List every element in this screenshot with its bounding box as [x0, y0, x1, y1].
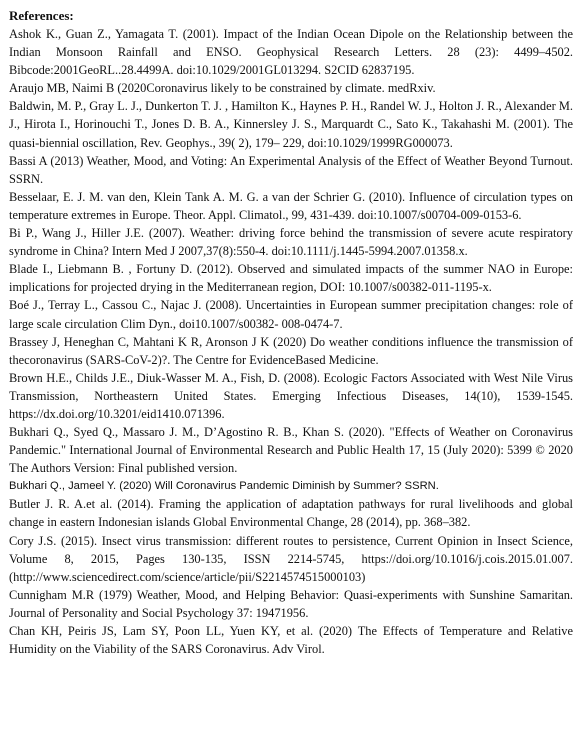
- reference-entry: Ashok K., Guan Z., Yamagata T. (2001). Impact of the Indian Ocean Dipole on the Relationship between the Indian Monsoon Rainfall and ENSO. Geophysical Research Letters. 28 (23): 4499–4502. Bibcode:2001GeoRL..28.4499A. doi:10.1029/2001GL013294. S2CID 62837195.: [9, 27, 573, 78]
- reference-entry: Boé J., Terray L., Cassou C., Najac J. (2008). Uncertainties in European summer precipitation changes: role of large scale circulation Clim Dyn., doi10.1007/s00382- 008-0474-7.: [9, 298, 573, 331]
- reference-entry: Bi P., Wang J., Hiller J.E. (2007). Weather: driving force behind the transmission of severe acute respiratory syndrome in China? Intern Med J 2007,37(8):550-4. doi:10.1111/j.1445-5994.2007.01358.x.: [9, 226, 573, 259]
- reference-entry: Cunnigham M.R (1979) Weather, Mood, and Helping Behavior: Quasi-experiments with Sunshine Samaritan. Journal of Personality and Social Psychology 37: 19471956.: [9, 587, 573, 620]
- reference-entry: Bukhari Q., Syed Q., Massaro J. M., D’Agostino R. B., Khan S. (2020). "Effects of Weather on Coronavirus Pandemic." International Journal of Environmental Research and Public Health 17, 15 (July 2020): 5399 © 2020 The Authors Version: Final published version.: [9, 425, 573, 476]
- reference-entry: Bassi A (2013) Weather, Mood, and Voting: An Experimental Analysis of the Effect of Weather Beyond Turnout. SSRN.: [9, 153, 573, 186]
- reference-entry: Besselaar, E. J. M. van den, Klein Tank A. M. G. a van der Schrier G. (2010). Influence of circulation types on temperature extremes in Europe. Theor. Appl. Climatol., 99, 431-439. doi:10.1007/s00704-009-0153-6.: [9, 189, 573, 222]
- reference-entry: Brassey J, Heneghan C, Mahtani K R, Aronson J K (2020) Do weather conditions influence the transmission of thecoronavirus (SARS-CoV-2)?. The Centre for EvidenceBased Medicine.: [9, 334, 573, 367]
- reference-entry: Araujo MB, Naimi B (2020Coronavirus likely to be constrained by climate. medRxiv.: [9, 81, 436, 96]
- reference-entry: Bukhari Q., Jameel Y. (2020) Will Coronavirus Pandemic Diminish by Summer? SSRN.: [9, 480, 439, 493]
- reference-entry: Butler J. R. A.et al. (2014). Framing the application of adaptation pathways for rural livelihoods and global change in eastern Indonesian islands Global Environmental Change, 28 (2014), pp. 368–382.: [9, 497, 573, 530]
- references-heading: References:: [9, 8, 74, 23]
- reference-list: [9, 25, 573, 658]
- reference-entry: Baldwin, M. P., Gray L. J., Dunkerton T. J. , Hamilton K., Haynes P. H., Randel W. J., Holton J. R., Alexander M. J., Hirota I., Horinouchi T., Jones D. B. A., Kinnersley J. S., Marquardt C., Sato K., Takahashi M. (2001). The quasi-biennial oscillation, Rev. Geophys., 39( 2), 179– 229, doi:10.1029/1999RG000073.: [9, 99, 573, 150]
- reference-entry: Chan KH, Peiris JS, Lam SY, Poon LL, Yuen KY, et al. (2020) The Effects of Temperature and Relative Humidity on the Viability of the SARS Coronavirus. Adv Virol.: [9, 624, 573, 657]
- reference-entry: Blade I., Liebmann B. , Fortuny D. (2012). Observed and simulated impacts of the summer NAO in Europe: implications for projected drying in the Mediterranean region, DOI: 10.1007/s00382-011-1195-x.: [9, 262, 573, 295]
- reference-entry: Cory J.S. (2015). Insect virus transmission: different routes to persistence, Current Opinion in Insect Science, Volume 8, 2015, Pages 130-135, ISSN 2214-5745, https://doi.org/10.1016/j.cois.2015.01.007. (http://www.sciencedirect.com/science/article/pii/S2214574515000103): [9, 533, 573, 584]
- reference-entry: Brown H.E., Childs J.E., Diuk-Wasser M. A., Fish, D. (2008). Ecologic Factors Associated with West Nile Virus Transmission, Northeastern United States. Emerging Infectious Diseases, 14(10), 1539-1545. https://dx.doi.org/10.3201/eid1410.071396.: [9, 370, 573, 421]
